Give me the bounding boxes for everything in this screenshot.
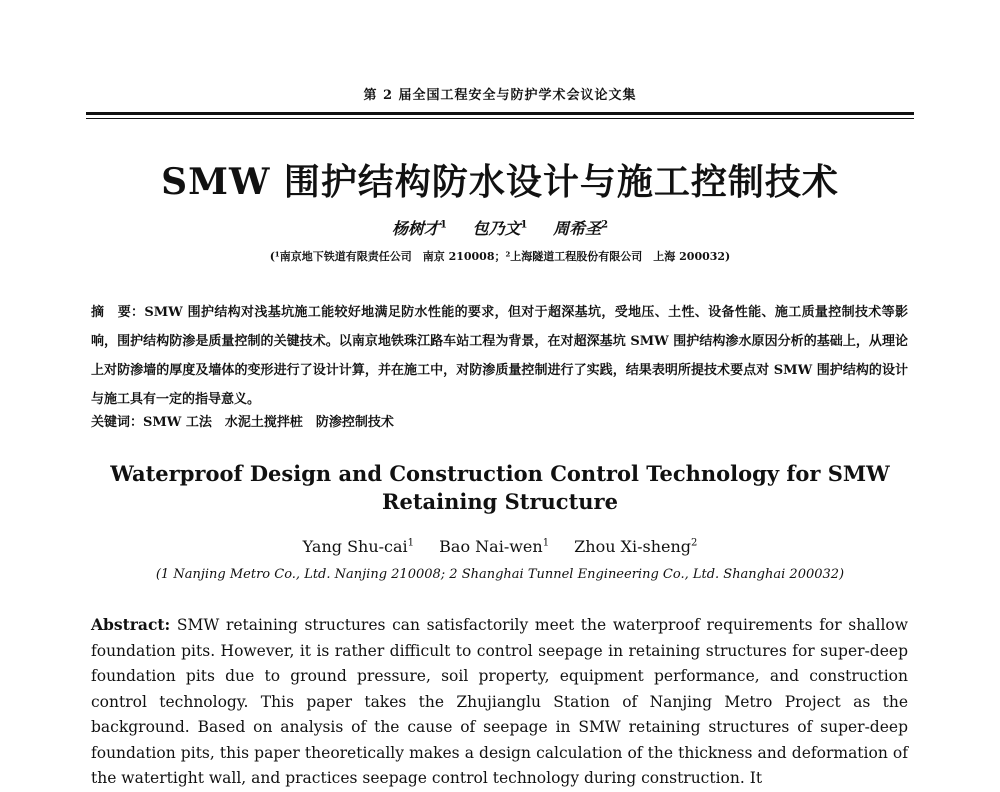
header-rule-thick — [86, 112, 914, 115]
english-abstract — [91, 612, 908, 792]
english-title: Waterproof Design and Construction Control Technology for SMW Retaining Structure — [110, 461, 890, 514]
chinese-keywords — [91, 411, 908, 430]
chinese-affiliation: (¹南京地下铁道有限责任公司 南京 210008；²上海隧道工程股份有限公司 上海 200032) — [269, 250, 731, 263]
chinese-title: SMW 围护结构防水设计与施工控制技术 — [161, 161, 839, 203]
chinese-abstract-text: SMW 围护结构对浅基坑施工能较好地满足防水性能的要求，但对于超深基坑，受地压、土性、设备性能、施工质量控制技术等影响，围护结构防渗是质量控制的关键技术。以南京地铁珠江路车站工程为背景，在对超深基坑 SMW 围护结构渗水原因分析的基础上，从理论上对防渗墙的厚度及墙体的变形进行了设计计算，并在施工中，对防渗质量控制进行了实践，结果表明所提技术要点对 SMW 围护结构的设计与施工具有一定的指导意义。 — [91, 305, 908, 407]
chinese-keywords-text: SMW 工法 水泥土搅拌桩 防渗控制技术 — [143, 415, 394, 430]
chinese-author: 杨树才$^1$ — [391, 219, 447, 238]
english-authors — [0, 537, 1000, 556]
english-affiliation: (1 Nanjing Metro Co., Ltd. Nanjing 210008; 2 Shanghai Tunnel Engineering Co., Ltd. Shanghai 200032) — [155, 567, 845, 582]
english-author: Bao Nai-wen$^1$ — [439, 537, 550, 556]
english-author: Zhou Xi-sheng$^2$ — [574, 537, 698, 556]
chinese-abstract-label: 摘 要： — [91, 305, 145, 320]
english-author: Yang Shu-cai$^1$ — [302, 537, 415, 556]
running-head: 第 2 届全国工程安全与防护学术会议论文集 — [363, 88, 637, 103]
english-abstract-label: Abstract: — [91, 615, 171, 634]
chinese-abstract — [91, 298, 908, 414]
chinese-author: 周希圣$^2$ — [553, 219, 609, 238]
english-abstract-text: SMW retaining structures can satisfactorily meet the waterproof requirements for shallow foundation pits. However, it is rather difficult to control seepage in retaining structures for super-deep foundation pits due to ground pressure, soil property, equipment performance, and construction control technology. This paper takes the Zhujianglu Station of Nanjing Metro Project as the background. Based on analysis of the cause of seepage in SMW retaining structures of super-deep foundation pits, this paper theoretically makes a design calculation of the thickness and deformation of the watertight wall, and practices seepage control technology during construction. It — [91, 616, 908, 787]
chinese-keywords-label: 关键词： — [91, 415, 144, 430]
chinese-author: 包乃文$^1$ — [472, 219, 528, 238]
chinese-authors — [0, 216, 1000, 239]
header-rule-thin — [86, 118, 914, 119]
